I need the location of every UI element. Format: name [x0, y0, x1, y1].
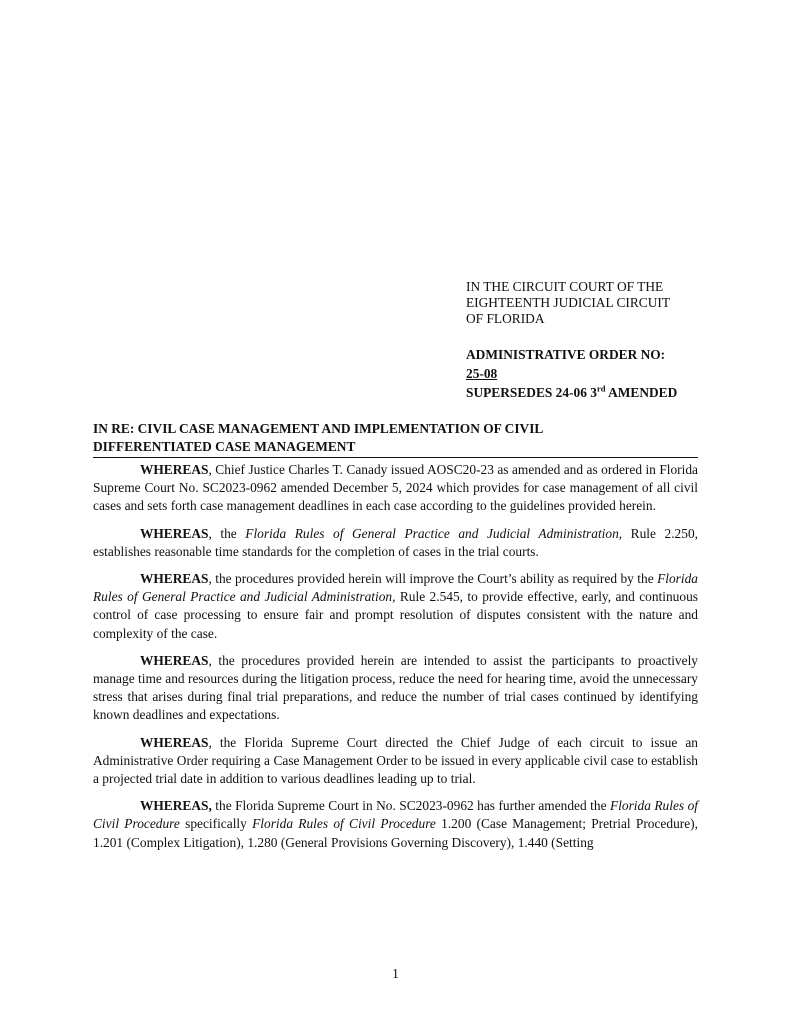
paragraph-text: specifically — [179, 816, 253, 832]
supersedes-prefix: SUPERSEDES 24-06 3 — [466, 385, 597, 400]
in-re-line: IN RE: CIVIL CASE MANAGEMENT AND IMPLEMENTATION OF CIVIL — [93, 421, 544, 436]
paragraph-text: 1.200 (Case Management; Pretrial Procedure), 1.201 (Complex Litigation), 1.280 (General Provisions Governing Discovery), 1.440 (Setting — [93, 816, 698, 850]
supersedes-suffix: AMENDED — [605, 385, 678, 400]
court-caption — [466, 279, 699, 328]
administrative-order-block — [466, 345, 706, 402]
rules-citation: Florida Rules of Civil Procedure — [252, 816, 436, 832]
paragraph-text: , Chief Justice Charles T. Canady issued AOSC20-23 as amended and as ordered in Florida Supreme Court No. SC2023-0962 amended December 5, 2024 which provides for case management of all civil cases and sets forth case management deadlines in each case according to the guidelines provided herein. — [93, 462, 698, 514]
in-re-line: DIFFERENTIATED CASE MANAGEMENT — [93, 439, 356, 454]
whereas-lead: WHEREAS, — [140, 798, 212, 814]
page-number: 1 — [392, 966, 399, 981]
whereas-lead: WHEREAS — [140, 525, 209, 541]
caption-line: EIGHTEENTH JUDICIAL CIRCUIT — [466, 295, 671, 311]
paragraph-text: , the procedures provided herein are intended to assist the participants to proactively manage time and resources during the litigation process, reduce the need for hearing time, avoid the unnecessary stress that arises during final trial preparations, and reduce the number of trial cases continued by identifying known deadlines and expectations. — [93, 652, 698, 723]
whereas-paragraph — [93, 525, 698, 561]
supersedes-ordinal: rd — [596, 383, 606, 394]
order-number: 25-08 — [466, 366, 498, 381]
paragraph-text: , Rule 2.545, to provide effective, early, and continuous control of case processing to ensure fair and prompt resolution of disputes consistent with the nature and complexity of the case. — [93, 589, 698, 641]
in-re-heading — [93, 420, 698, 458]
paragraph-text: , the Florida Supreme Court directed the Chief Judge of each circuit to issue an Administrative Order requiring a Case Management Order to be issued in every applicable civil case to establish a projected trial date in addition to various deadlines leading up to trial. — [93, 734, 698, 787]
caption-line: OF FLORIDA — [466, 311, 545, 327]
caption-line: IN THE CIRCUIT COURT OF THE — [466, 279, 664, 294]
whereas-lead: WHEREAS — [140, 652, 209, 668]
paragraph-text: , the procedures provided herein will improve the Court’s ability as required by the — [208, 571, 658, 587]
whereas-lead: WHEREAS — [140, 734, 209, 750]
paragraph-text: the Florida Supreme Court in No. SC2023-0962 has further amended the — [211, 798, 610, 814]
order-label: ADMINISTRATIVE ORDER NO: — [466, 347, 666, 362]
rules-citation: Florida Rules of Civil Procedure — [93, 798, 698, 832]
whereas-lead: WHEREAS — [140, 462, 209, 477]
paragraph-text: , Rule 2.250, establishes reasonable time standards for the completion of cases in the trial courts. — [93, 525, 698, 559]
whereas-paragraph — [93, 797, 698, 852]
whereas-paragraph — [93, 461, 698, 516]
whereas-paragraph — [93, 734, 698, 789]
supersedes-line — [466, 383, 706, 402]
whereas-paragraph — [93, 652, 698, 725]
rules-citation: Florida Rules of General Practice and Judicial Administration — [245, 525, 619, 541]
whereas-lead: WHEREAS — [140, 571, 209, 587]
rules-citation: Florida Rules of General Practice and Judicial Administration — [93, 571, 698, 605]
whereas-paragraph — [93, 570, 698, 643]
order-body — [93, 461, 698, 861]
paragraph-text: , the — [208, 525, 246, 541]
